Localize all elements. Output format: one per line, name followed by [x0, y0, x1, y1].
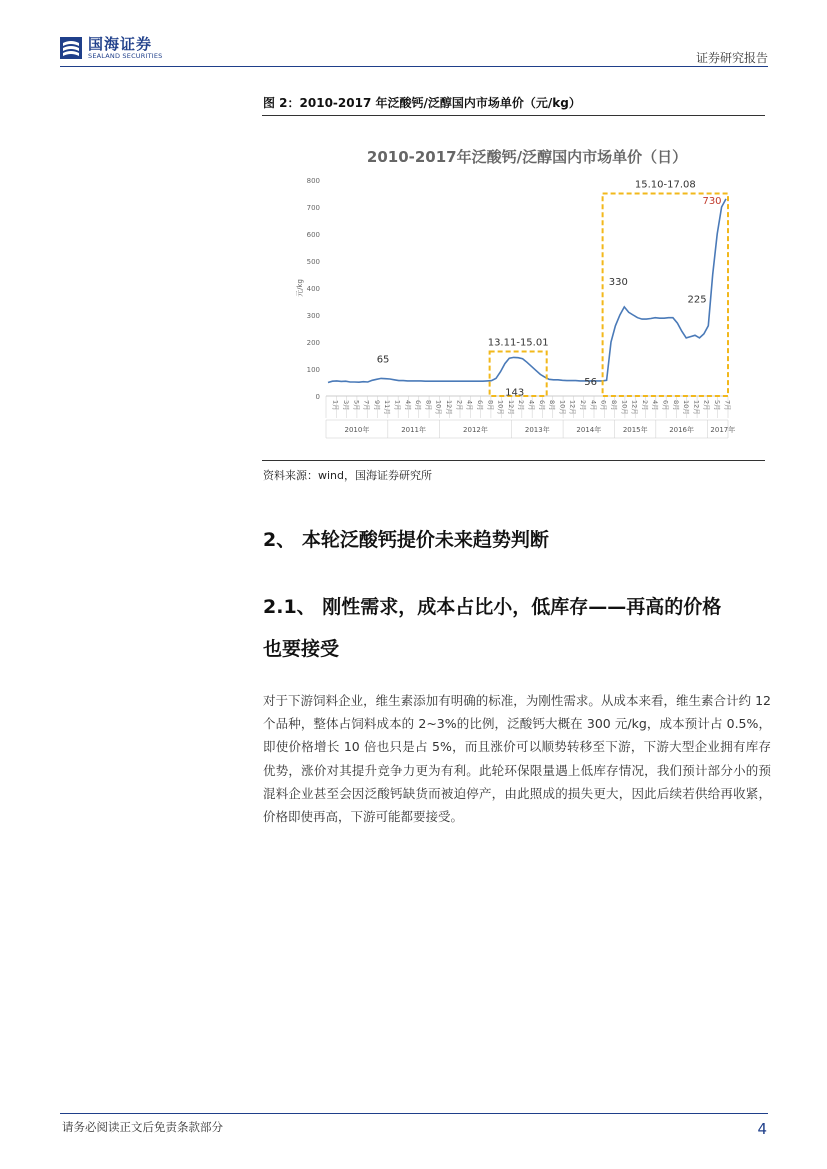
x-tick-label: 5月	[713, 400, 722, 411]
x-tick-label: 11月	[383, 400, 392, 415]
y-tick-label: 0	[315, 393, 320, 401]
x-tick-label: 4月	[465, 400, 474, 411]
x-tick-label: 12月	[630, 400, 639, 415]
x-tick-label: 8月	[486, 400, 495, 411]
logo-en-text: SEALAND SECURITIES	[88, 52, 163, 60]
year-group-label: 2013年	[524, 426, 550, 434]
x-tick-label: 10月	[434, 400, 443, 415]
x-tick-label: 9月	[372, 400, 381, 411]
x-tick-label: 4月	[403, 400, 412, 411]
x-tick-label: 1月	[393, 400, 402, 411]
x-tick-label: 8月	[548, 400, 557, 411]
year-group-label: 2017年	[710, 426, 736, 434]
year-group-label: 2016年	[669, 426, 695, 434]
x-tick-label: 7月	[723, 400, 732, 411]
x-tick-label: 4月	[651, 400, 660, 411]
x-tick-label: 2月	[455, 400, 464, 411]
x-tick-label: 2月	[702, 400, 711, 411]
x-tick-label: 12月	[445, 400, 454, 415]
report-type: 证券研究报告	[695, 51, 768, 65]
x-tick-label: 12月	[568, 400, 577, 415]
footer-disclaimer: 请务必阅读正文后免责条款部分	[62, 1120, 223, 1134]
sealand-logo	[60, 36, 163, 60]
x-tick-label: 6月	[475, 400, 484, 411]
y-tick-label: 500	[306, 258, 320, 266]
y-tick-label: 600	[306, 231, 320, 239]
annotation-label: 15.10-17.08	[634, 179, 696, 191]
figure-caption: 图 2：2010-2017 年泛酸钙/泛醇国内市场单价（元/kg）	[263, 96, 581, 110]
x-tick-label: 6月	[414, 400, 423, 411]
x-tick-label: 4月	[589, 400, 598, 411]
page-header	[60, 36, 768, 68]
x-tick-label: 12月	[506, 400, 515, 415]
x-tick-label: 3月	[341, 400, 350, 411]
annotation-label: 65	[376, 354, 390, 366]
logo-cn-text: 国海证券	[88, 35, 153, 53]
x-tick-label: 2月	[640, 400, 649, 411]
x-tick-label: 10月	[682, 400, 691, 415]
y-tick-label: 100	[306, 366, 320, 374]
x-tick-label: 8月	[609, 400, 618, 411]
subsection-heading-line2: 也要接受	[263, 638, 340, 660]
price-line-chart	[290, 140, 740, 446]
x-tick-label: 6月	[537, 400, 546, 411]
section-heading: 2、 本轮泛酸钙提价未来趋势判断	[263, 529, 549, 551]
chart-title: 2010-2017年泛酸钙/泛醇国内市场单价（日）	[366, 148, 688, 166]
figure-source: 资料来源：wind，国海证券研究所	[263, 469, 433, 482]
x-tick-label: 8月	[671, 400, 680, 411]
year-group-label: 2012年	[463, 426, 488, 434]
y-tick-label: 200	[306, 339, 320, 347]
x-tick-label: 6月	[661, 400, 670, 411]
x-tick-label: 5月	[352, 400, 361, 411]
x-tick-label: 8月	[424, 400, 433, 411]
page-number: 4	[757, 1120, 767, 1138]
annotation-label: 143	[505, 387, 525, 399]
body-paragraph: 对于下游饲料企业，维生素添加有明确的标准，为刚性需求。从成本来看，维生素合计约 12 个品种，整体占饲料成本的 2~3%的比例，泛酸钙大概在 300 元/kg，成本预计占 0.5%，即使价格增长 10 倍也只是占 5%，而且涨价可以顺势转移至下游，下游大型企业拥有库存优势，涨价对其提升竞争力更为有利。此轮环保限量遇上低库存情况，我们预计部分小的预混料企业甚至会因泛酸钙缺货而被迫停产，由此照成的损失更大，因此后续若供给再收紧，价格即使再高，下游可能都要接受。	[263, 693, 771, 825]
figure-bottom-rule	[262, 460, 765, 461]
annotation-label: 330	[608, 276, 628, 288]
y-tick-label: 300	[306, 312, 320, 320]
x-tick-label: 1月	[331, 400, 340, 411]
year-group-label: 2011年	[401, 426, 427, 434]
x-tick-label: 2月	[517, 400, 526, 411]
x-tick-label: 7月	[362, 400, 371, 411]
annotation-label: 225	[687, 294, 707, 306]
subsection-heading-line1: 2.1、 刚性需求，成本占比小，低库存——再高的价格	[263, 596, 722, 618]
x-tick-label: 2月	[579, 400, 588, 411]
header-divider	[60, 66, 768, 67]
annotation-label: 13.11-15.01	[487, 337, 549, 349]
x-tick-label: 4月	[527, 400, 536, 411]
year-group-label: 2010年	[344, 426, 370, 434]
footer-divider	[60, 1113, 768, 1114]
sealand-logo-icon	[60, 37, 82, 59]
year-group-label: 2014年	[576, 426, 602, 434]
y-tick-label: 700	[306, 204, 320, 212]
y-axis-label: 元/kg	[296, 279, 304, 297]
annotation-label: 56	[584, 376, 597, 388]
figure-top-rule	[262, 115, 765, 116]
x-tick-label: 10月	[496, 400, 505, 415]
x-tick-label: 12月	[692, 400, 701, 415]
x-tick-label: 10月	[620, 400, 629, 415]
annotation-label: 730	[702, 195, 722, 207]
x-tick-label: 10月	[558, 400, 567, 415]
x-tick-label: 6月	[599, 400, 608, 411]
y-tick-label: 800	[306, 177, 320, 185]
year-group-label: 2015年	[622, 426, 648, 434]
y-tick-label: 400	[306, 285, 320, 293]
highlight-box-2016	[603, 194, 728, 397]
